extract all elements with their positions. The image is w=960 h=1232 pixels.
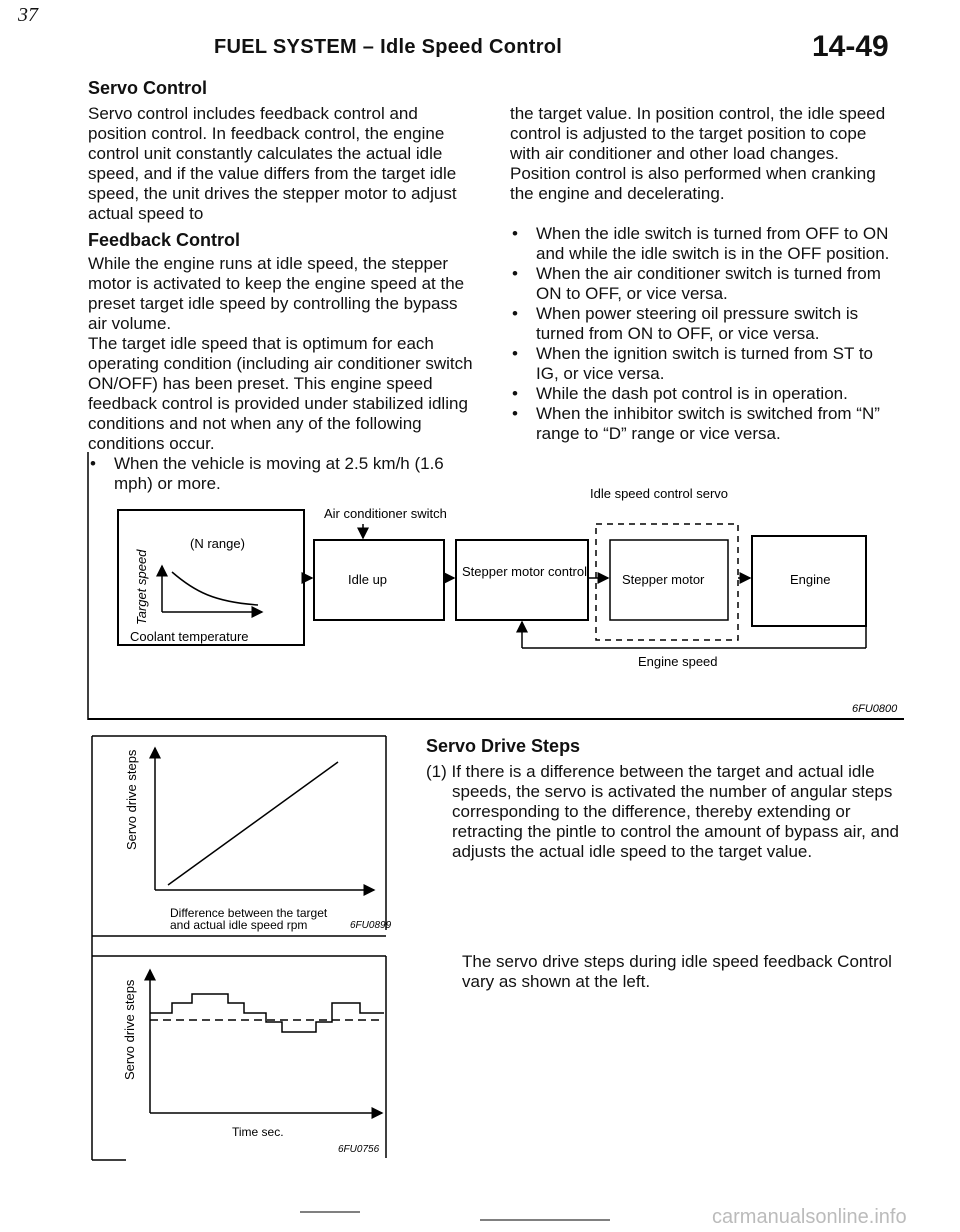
servo-control-heading: Servo Control bbox=[88, 78, 208, 98]
servo-drive-heading: Servo Drive Steps bbox=[426, 736, 581, 756]
footer-watermark: carmanualsonline.info bbox=[712, 1206, 907, 1228]
page-header-title: FUEL SYSTEM – Idle Speed Control bbox=[214, 36, 563, 58]
stepper-control-box bbox=[456, 540, 588, 620]
position-control-text: the target value. In position control, the idle speed control is adjusted to the target position to cope with air conditioner and other load changes. Position control is also performed when cranking the engine and decelerating. bbox=[510, 104, 886, 203]
bullet-dash-pot: • While the dash pot control is in operation. bbox=[510, 384, 900, 404]
servo-drive-para-2: The servo drive steps during idle speed feedback Control vary as shown at the left. bbox=[462, 952, 892, 991]
page-number: 14-49 bbox=[812, 30, 889, 63]
graph2-code: 6FU0756 bbox=[338, 1144, 380, 1155]
bullet-vehicle-moving: • When the vehicle is moving at 2.5 km/h (1.6 mph) or more. bbox=[88, 454, 476, 494]
engine-speed-label: Engine speed bbox=[638, 654, 718, 669]
feedback-control-heading: Feedback Control bbox=[88, 230, 241, 250]
graph2-ylabel: Servo drive steps bbox=[122, 979, 137, 1080]
servo-drive-item-1 bbox=[426, 762, 904, 862]
feedback-paragraph-2: The target idle speed that is optimum for each operating condition (including air conditioner switch ON/OFF) has been preset. This engine speed feedback control is provided under stabilized idling conditions and not when any of the following conditions occur. bbox=[88, 334, 473, 453]
stepper-motor-label: Stepper motor bbox=[622, 572, 705, 587]
ac-switch-label: Air conditioner switch bbox=[324, 506, 447, 521]
graph-coolant-label: Coolant temperature bbox=[130, 629, 249, 644]
engine-label: Engine bbox=[790, 572, 831, 587]
bullet-power-steering: • When power steering oil pressure switch is turned from ON to OFF, or vice versa. bbox=[510, 304, 900, 344]
servo-label: Idle speed control servo bbox=[590, 486, 729, 501]
stepper-control-label: Stepper motor control bbox=[462, 564, 588, 579]
bullet-ac-switch: • When the air conditioner switch is turned from ON to OFF, or vice versa. bbox=[510, 264, 900, 304]
graph2-step-line bbox=[150, 994, 384, 1032]
target-speed-curve bbox=[172, 572, 258, 605]
graph-target-speed-label: Target speed bbox=[134, 549, 149, 625]
graph1-line bbox=[168, 762, 338, 885]
bullet-inhibitor-switch: • When the inhibitor switch is switched from “N” range to “D” range or vice versa. bbox=[510, 404, 900, 444]
idle-up-label: Idle up bbox=[348, 572, 388, 587]
graph1-ylabel: Servo drive steps bbox=[124, 749, 139, 850]
graph1-xlabel-line2: and actual idle speed rpm bbox=[170, 918, 308, 932]
servo-control-intro: Servo control includes feedback control and position control. In feedback control, the engine control unit constantly calculates the actual idle speed, and if the value differs from the target idle speed, the unit drives the stepper motor to adjust actual speed to bbox=[88, 104, 457, 223]
diagram-code: 6FU0800 bbox=[852, 703, 898, 715]
graph1-xlabel-line1: Difference between the target bbox=[170, 906, 328, 920]
page-corner-mark: 37 bbox=[18, 4, 38, 26]
bullet-ignition-switch: • When the ignition switch is turned from ST to IG, or vice versa. bbox=[510, 344, 900, 384]
graph2-xlabel: Time sec. bbox=[232, 1125, 284, 1139]
graph-range-label: (N range) bbox=[190, 536, 245, 551]
graph1-code: 6FU0899 bbox=[350, 920, 392, 931]
servo-drive-item-1-text: (1) If there is a difference between the target and actual idle speeds, the servo is activated the number of angular steps corresponding to the difference, thereby extending or retracting the pintle to control the amount of bypass air, and adjusts the actual idle speed to the target value. bbox=[426, 762, 899, 861]
bullet-idle-switch: • When the idle switch is turned from OFF to ON and while the idle switch is in the OFF position. bbox=[510, 224, 900, 264]
feedback-paragraph-1: While the engine runs at idle speed, the stepper motor is activated to keep the engine speed at the preset target idle speed by controlling the bypass air volume. bbox=[88, 254, 465, 333]
